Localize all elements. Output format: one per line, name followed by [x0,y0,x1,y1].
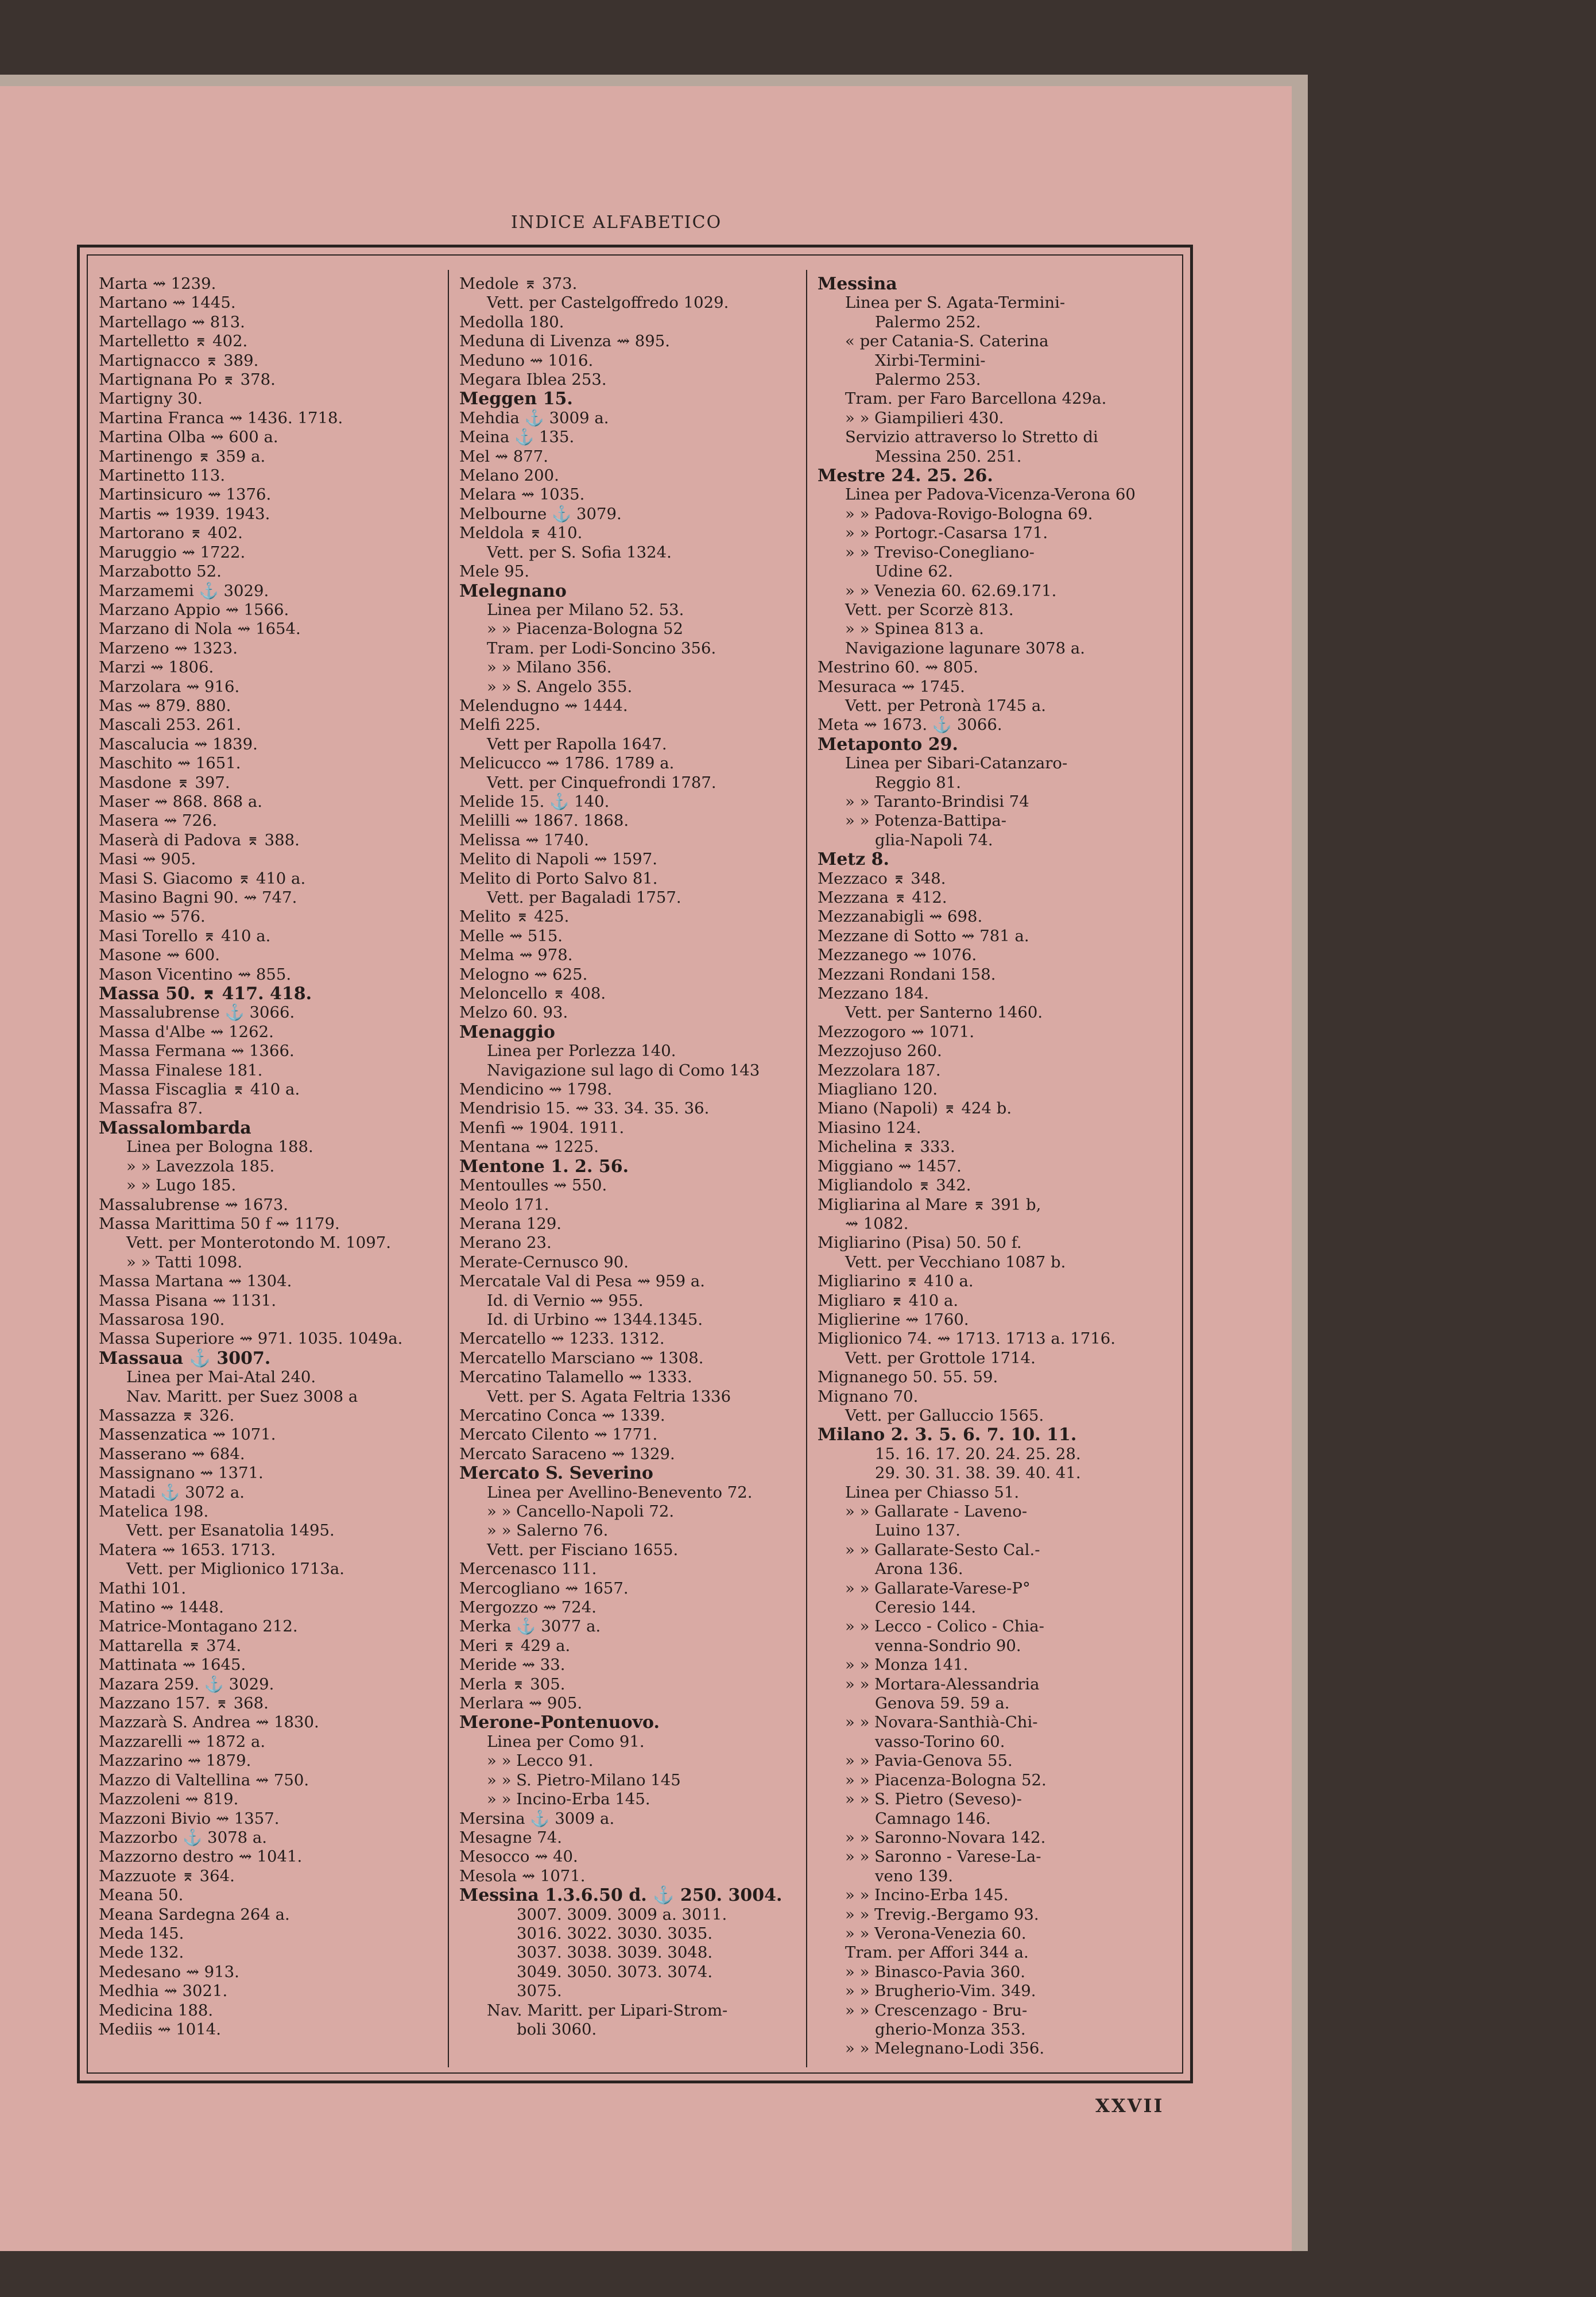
index-entry: Mesola ⇝ 1071. [459,1866,586,1885]
index-entry: Mason Vicentino ⇝ 855. [99,965,292,984]
index-entry: » » Incino-Erba 145. [487,1790,650,1809]
index-entry: Melzo 60. 93. [459,1003,568,1022]
index-column-1 [99,274,443,2039]
index-entry: Masera ⇝ 726. [99,811,218,830]
index-entry: Mesagne 74. [459,1828,563,1847]
index-entry: Marzi ⇝ 1806. [99,658,214,677]
index-entry: Martignacco ⌆ 389. [99,351,259,370]
index-entry: » » Tatti 1098. [126,1252,243,1271]
index-entry: » » Novara-Santhià-Chi- [845,1713,1038,1732]
index-entry: Vett. per Grottole 1714. [845,1348,1036,1367]
index-entry: Mercatino Talamello ⇝ 1333. [459,1368,692,1387]
index-entry: » » Lugo 185. [126,1176,237,1195]
index-entry: Masserano ⇝ 684. [99,1444,245,1463]
index-entry: Medole ⌆ 373. [459,274,578,293]
index-entry: Martinengo ⌆ 359 a. [99,447,266,466]
index-entry: Massa Fiscaglia ⌆ 410 a. [99,1080,300,1099]
index-entry: » » Brugherio-Vim. 349. [845,1982,1036,2001]
index-entry: Miglierine ⇝ 1760. [818,1310,969,1329]
index-entry: » » Gallarate-Varese-P° [845,1579,1031,1598]
index-entry: 3049. 3050. 3073. 3074. [517,1962,713,1981]
index-entry: Migliarino (Pisa) 50. 50 f. [818,1233,1022,1252]
column-divider [448,270,449,2067]
index-entry: Nav. Maritt. per Suez 3008 a [126,1387,358,1406]
index-entry: Mercatello ⇝ 1233. 1312. [459,1329,665,1348]
index-entry: Linea per Mai-Atal 240. [126,1368,316,1387]
index-entry: Vett. per Scorzè 813. [845,600,1014,619]
index-heading: Messina [818,274,897,294]
index-entry: Mercenasco 111. [459,1560,597,1579]
index-entry: Vett per Rapolla 1647. [487,734,667,753]
index-entry: Michelina ⌆ 333. [818,1138,955,1157]
index-entry: Maruggio ⇝ 1722. [99,543,246,562]
index-entry: Meride ⇝ 33. [459,1656,565,1675]
index-entry: 3016. 3022. 3030. 3035. [517,1924,713,1943]
index-entry: Palermo 252. [875,312,981,331]
index-entry: Mezzogoro ⇝ 1071. [818,1022,975,1041]
index-entry: Merano 23. [459,1233,552,1252]
index-entry: Meduna di Livenza ⇝ 895. [459,332,670,351]
index-entry: Mentoulles ⇝ 550. [459,1176,607,1195]
index-entry: Id. di Urbino ⇝ 1344.1345. [487,1310,703,1329]
index-entry: Melfi 225. [459,716,541,734]
index-entry: Mezzani Rondani 158. [818,965,996,984]
index-entry: Martina Franca ⇝ 1436. 1718. [99,408,343,427]
index-heading: Massalombarda [99,1117,251,1138]
index-entry: Martinsicuro ⇝ 1376. [99,485,272,504]
index-entry: Matino ⇝ 1448. [99,1598,224,1617]
index-entry: » » Pavia-Genova 55. [845,1751,1013,1770]
index-entry: Marzabotto 52. [99,562,222,581]
index-entry: 3037. 3038. 3039. 3048. [517,1943,713,1962]
index-entry: Linea per Milano 52. 53. [487,600,684,619]
index-entry: Mezzanego ⇝ 1076. [818,946,977,965]
index-entry: Vett. per S. Sofia 1324. [487,543,672,562]
index-entry: Medesano ⇝ 913. [99,1962,239,1981]
index-entry: » » Portogr.-Casarsa 171. [845,524,1048,543]
index-entry: Meolo 171. [459,1195,549,1214]
index-entry: Migliaro ⌆ 410 a. [818,1291,959,1310]
index-entry: Melara ⇝ 1035. [459,485,585,504]
index-entry: Martano ⇝ 1445. [99,293,236,312]
index-entry: » » Lecco - Colico - Chia- [845,1617,1044,1636]
index-entry: Vett. per Monterotondo M. 1097. [126,1233,392,1252]
index-entry: Meina ⚓ 135. [459,428,575,447]
index-entry: » » Melegnano-Lodi 356. [845,2039,1045,2058]
index-entry: Mesuraca ⇝ 1745. [818,677,965,696]
index-entry: Miggiano ⇝ 1457. [818,1157,962,1175]
index-entry: Vett. per Castelgoffredo 1029. [487,293,729,312]
index-entry: » » S. Angelo 355. [487,677,633,696]
index-entry: Mercato Saraceno ⇝ 1329. [459,1444,675,1463]
index-entry: » » Binasco-Pavia 360. [845,1962,1025,1981]
index-entry: » » Treviso-Conegliano- [845,543,1035,562]
index-entry: Linea per Avellino-Benevento 72. [487,1483,753,1502]
index-entry: Miglionico 74. ⇝ 1713. 1713 a. 1716. [818,1329,1115,1348]
index-entry: » » Saronno - Varese-La- [845,1847,1041,1866]
index-entry: Mezzaco ⌆ 348. [818,869,946,888]
index-entry: venna-Sondrio 90. [875,1636,1021,1655]
index-entry: Linea per Chiasso 51. [845,1483,1020,1502]
index-entry: Massafra 87. [99,1099,203,1118]
index-entry: Miasino 124. [818,1118,921,1137]
index-entry: Massa d'Albe ⇝ 1262. [99,1022,274,1041]
index-entry: Masio ⇝ 576. [99,907,206,926]
index-entry: Mazzoni Bivio ⇝ 1357. [99,1809,280,1828]
index-entry: Migliandolo ⌆ 342. [818,1176,971,1195]
index-entry: Massazza ⌆ 326. [99,1406,235,1425]
index-heading: Milano 2. 3. 5. 6. 7. 10. 11. [818,1425,1077,1445]
index-entry: gherio-Monza 353. [875,2020,1026,2039]
index-entry: Meldola ⌆ 410. [459,524,583,543]
index-heading: Massa 50. ⌆ 417. 418. [99,984,312,1004]
index-entry: » » Salerno 76. [487,1521,609,1540]
index-entry: Mazzorbo ⚓ 3078 a. [99,1828,267,1847]
index-entry: Masi Torello ⌆ 410 a. [99,926,271,945]
index-heading: Messina 1.3.6.50 d. ⚓ 250. 3004. [459,1885,782,1906]
index-entry: Mazzarino ⇝ 1879. [99,1751,251,1770]
index-entry: Mignanego 50. 55. 59. [818,1368,998,1387]
index-entry: Linea per S. Agata-Termini- [845,293,1066,312]
index-entry: Linea per Porlezza 140. [487,1042,676,1061]
index-entry: Migliarino ⌆ 410 a. [818,1272,974,1291]
index-entry: Marzano Appio ⇝ 1566. [99,600,289,619]
index-entry: Migliarina al Mare ⌆ 391 b, [818,1195,1041,1214]
index-entry: Miano (Napoli) ⌆ 424 b. [818,1099,1012,1118]
index-entry: » » S. Pietro-Milano 145 [487,1770,681,1789]
index-entry: Mendrisio 15. ⇝ 33. 34. 35. 36. [459,1099,710,1118]
index-entry: Meri ⌆ 429 a. [459,1636,571,1655]
index-entry: Mezzojuso 260. [818,1042,942,1061]
index-entry: Tram. per Lodi-Soncino 356. [487,639,716,658]
index-entry: » » Venezia 60. 62.69.171. [845,581,1057,600]
column-divider [806,270,807,2067]
index-entry: Melma ⇝ 978. [459,946,573,965]
index-entry: Melissa ⇝ 1740. [459,830,589,849]
index-entry: Vett. per Miglionico 1713a. [126,1560,344,1579]
index-entry: » » Saronno-Novara 142. [845,1828,1046,1847]
index-entry: Maschito ⇝ 1651. [99,754,241,773]
index-entry: Meloncello ⌆ 408. [459,984,606,1003]
index-entry: Medicina 188. [99,2001,214,2020]
index-entry: Nav. Maritt. per Lipari-Strom- [487,2001,728,2020]
index-entry: Linea per Sibari-Catanzaro- [845,754,1068,773]
index-entry: Mendicino ⇝ 1798. [459,1080,613,1099]
index-entry: Matera ⇝ 1653. 1713. [99,1540,276,1559]
index-entry: glia-Napoli 74. [875,830,993,849]
index-entry: Marzolara ⇝ 916. [99,677,240,696]
index-entry: veno 139. [875,1866,954,1885]
index-entry: Mercatello Marsciano ⇝ 1308. [459,1348,704,1367]
index-entry: Messina 250. 251. [875,447,1022,466]
index-entry: » » Padova-Rovigo-Bologna 69. [845,504,1093,523]
index-entry: Navigazione sul lago di Como 143 [487,1061,760,1080]
index-entry: 3007. 3009. 3009 a. 3011. [517,1905,727,1924]
index-entry: Mathi 101. [99,1579,187,1598]
index-entry: Massa Pisana ⇝ 1131. [99,1291,277,1310]
index-entry: Vett. per Vecchiano 1087 b. [845,1252,1066,1271]
index-entry: Mazzo di Valtellina ⇝ 750. [99,1770,309,1789]
index-entry: Melogno ⇝ 625. [459,965,588,984]
index-entry: Melito di Napoli ⇝ 1597. [459,850,657,869]
index-entry: Meda 145. [99,1924,184,1943]
index-entry: Servizio attraverso lo Stretto di [845,428,1098,447]
index-entry: Reggio 81. [875,773,962,792]
index-entry: Mesocco ⇝ 40. [459,1847,578,1866]
index-entry: Navigazione lagunare 3078 a. [845,639,1085,658]
index-entry: » » Trevig.-Bergamo 93. [845,1905,1039,1924]
index-entry: 3075. [517,1982,562,2001]
index-entry: Vett. per Petronà 1745 a. [845,696,1046,715]
index-entry: Masdone ⌆ 397. [99,773,230,792]
index-entry: Mazzorno destro ⇝ 1041. [99,1847,303,1866]
index-entry: » » Milano 356. [487,658,612,677]
index-entry: « per Catania-S. Caterina [845,332,1049,351]
index-heading: Metz 8. [818,849,889,870]
index-entry: Mehdia ⚓ 3009 a. [459,408,609,427]
index-entry: Mediis ⇝ 1014. [99,2020,221,2039]
index-entry: Mazzano 157. ⌆ 368. [99,1694,269,1713]
index-entry: Mignano 70. [818,1387,919,1406]
index-entry: Massa Finalese 181. [99,1061,263,1080]
index-entry: » » Crescenzago - Bru- [845,2001,1028,2020]
index-entry: Vett. per Santerno 1460. [845,1003,1043,1022]
index-entry: Masone ⇝ 600. [99,946,220,965]
index-entry: Merla ⌆ 305. [459,1675,565,1693]
index-entry: Melide 15. ⚓ 140. [459,792,610,811]
index-entry: Vett. per Cinquefrondi 1787. [487,773,716,792]
index-entry: Martina Olba ⇝ 600 a. [99,428,278,447]
index-entry: Marzeno ⇝ 1323. [99,639,238,658]
index-entry: Mercatino Conca ⇝ 1339. [459,1406,665,1425]
index-entry: Merate-Cernusco 90. [459,1252,629,1271]
index-entry: Mercogliano ⇝ 1657. [459,1579,629,1598]
index-entry: Camnago 146. [875,1809,991,1828]
index-entry: Medhia ⇝ 3021. [99,1982,228,2001]
index-column-3 [818,274,1179,2059]
index-entry: Vett. per Bagaladi 1757. [487,888,681,907]
index-entry: » » Mortara-Alessandria [845,1675,1040,1693]
index-entry: Medolla 180. [459,312,564,331]
index-entry: Matadi ⚓ 3072 a. [99,1483,245,1502]
index-entry: Martigny 30. [99,389,203,408]
index-entry: » » Spinea 813 a. [845,620,984,639]
index-entry: Meana Sardegna 264 a. [99,1905,290,1924]
index-entry: Masi ⇝ 905. [99,850,196,869]
index-entry: Marzano di Nola ⇝ 1654. [99,620,301,639]
index-entry: » » Incino-Erba 145. [845,1886,1009,1905]
index-entry: Luino 137. [875,1521,961,1540]
index-entry: Linea per Como 91. [487,1732,645,1751]
index-entry: Martorano ⌆ 402. [99,524,243,543]
index-heading: Metaponto 29. [818,734,958,755]
index-entry: Mersina ⚓ 3009 a. [459,1809,615,1828]
index-entry: Mas ⇝ 879. 880. [99,696,231,715]
index-column-2 [459,274,804,2039]
index-entry: Menfi ⇝ 1904. 1911. [459,1118,625,1137]
index-entry: Meta ⇝ 1673. ⚓ 3066. [818,716,1002,734]
index-heading: Meggen 15. [459,389,573,409]
index-entry: » » Giampilieri 430. [845,408,1004,427]
index-entry: Melendugno ⇝ 1444. [459,696,628,715]
index-entry: » » Potenza-Battipa- [845,811,1007,830]
page-number: XXVII [1095,2095,1164,2117]
index-heading: Merone-Pontenuovo. [459,1712,660,1733]
index-entry: Vett. per S. Agata Feltria 1336 [487,1387,731,1406]
index-entry: 15. 16. 17. 20. 24. 25. 28. [875,1444,1081,1463]
index-entry: Mel ⇝ 877. [459,447,548,466]
index-entry: Martelletto ⌆ 402. [99,332,248,351]
index-entry: Massa Marittima 50 f ⇝ 1179. [99,1214,340,1233]
index-entry: Mercato Cilento ⇝ 1771. [459,1425,658,1444]
index-entry: Miagliano 120. [818,1080,938,1099]
index-heading: Mercato S. Severino [459,1463,653,1484]
index-entry: » » Cancello-Napoli 72. [487,1502,675,1521]
index-entry: Meduno ⇝ 1016. [459,351,594,370]
index-entry: Maser ⇝ 868. 868 a. [99,792,262,811]
index-entry: Massarosa 190. [99,1310,225,1329]
index-heading: Mentone 1. 2. 56. [459,1156,629,1177]
index-heading: Menaggio [459,1022,555,1042]
index-entry: Massalubrense ⚓ 3066. [99,1003,295,1022]
index-entry: vasso-Torino 60. [875,1732,1005,1751]
index-entry: Xirbi-Termini- [875,351,986,370]
index-entry: Mede 132. [99,1943,184,1962]
index-entry: » » Lavezzola 185. [126,1157,275,1175]
index-entry: Merka ⚓ 3077 a. [459,1617,601,1636]
index-entry: Tram. per Affori 344 a. [845,1943,1029,1962]
index-entry: Vett. per Galluccio 1565. [845,1406,1044,1425]
index-entry: Mestrino 60. ⇝ 805. [818,658,979,677]
index-entry: Genova 59. 59 a. [875,1694,1010,1713]
index-entry: Mergozzo ⇝ 724. [459,1598,597,1617]
index-entry: Mezzane di Sotto ⇝ 781 a. [818,926,1029,945]
index-entry: Massa Martana ⇝ 1304. [99,1272,292,1291]
index-entry: Massa Superiore ⇝ 971. 1035. 1049a. [99,1329,403,1348]
index-entry: Mercatale Val di Pesa ⇝ 959 a. [459,1272,705,1291]
index-entry: Mazzarà S. Andrea ⇝ 1830. [99,1713,319,1732]
index-entry: Udine 62. [875,562,954,581]
index-entry: Martis ⇝ 1939. 1943. [99,504,270,523]
index-entry: Massenzatica ⇝ 1071. [99,1425,276,1444]
index-entry: Mentana ⇝ 1225. [459,1138,599,1157]
index-entry: boli 3060. [517,2020,597,2039]
index-entry: » » Lecco 91. [487,1751,594,1770]
index-entry: Marta ⇝ 1239. [99,274,216,293]
index-entry: Tram. per Faro Barcellona 429a. [845,389,1107,408]
index-entry: Melbourne ⚓ 3079. [459,504,622,523]
index-entry: » » Verona-Venezia 60. [845,1924,1026,1943]
index-entry: Melicucco ⇝ 1786. 1789 a. [459,754,675,773]
index-entry: Megara Iblea 253. [459,370,607,389]
index-entry: Vett. per Esanatolia 1495. [126,1521,335,1540]
index-entry: Mezzana ⌆ 412. [818,888,947,907]
index-entry: Mascali 253. 261. [99,716,241,734]
index-entry: Mascalucia ⇝ 1839. [99,734,258,753]
index-entry: Melito di Porto Salvo 81. [459,869,658,888]
index-entry: » » Piacenza-Bologna 52. [845,1770,1047,1789]
index-entry: Mattinata ⇝ 1645. [99,1656,246,1675]
index-entry: Merlara ⇝ 905. [459,1694,583,1713]
index-entry: » » S. Pietro (Seveso)- [845,1790,1022,1809]
index-entry: Linea per Bologna 188. [126,1138,313,1157]
index-entry: Mazara 259. ⚓ 3029. [99,1675,274,1693]
index-entry: Melilli ⇝ 1867. 1868. [459,811,629,830]
index-entry: Maserà di Padova ⌆ 388. [99,830,300,849]
index-entry: Massa Fermana ⇝ 1366. [99,1042,295,1061]
index-entry: 29. 30. 31. 38. 39. 40. 41. [875,1464,1081,1483]
index-entry: ⇝ 1082. [845,1214,909,1233]
index-entry: Massalubrense ⇝ 1673. [99,1195,289,1214]
index-entry: Matelica 198. [99,1502,209,1521]
index-entry: Vett. per Fisciano 1655. [487,1540,679,1559]
index-entry: Masino Bagni 90. ⇝ 747. [99,888,297,907]
index-entry: Mele 95. [459,562,529,581]
index-entry: Mazzoleni ⇝ 819. [99,1790,239,1809]
index-entry: Mazzuote ⌆ 364. [99,1866,235,1885]
index-entry: » » Taranto-Brindisi 74 [845,792,1029,811]
index-entry: Merana 129. [459,1214,562,1233]
index-entry: Martignana Po ⌆ 378. [99,370,276,389]
index-heading: Melegnano [459,581,567,601]
index-entry: Matrice-Montagano 212. [99,1617,298,1636]
page-header: INDICE ALFABETICO [511,212,722,233]
index-entry: Massignano ⇝ 1371. [99,1464,264,1483]
index-entry: Martellago ⇝ 813. [99,312,245,331]
index-entry: Melano 200. [459,466,559,485]
index-entry: Meana 50. [99,1886,184,1905]
index-entry: Palermo 253. [875,370,981,389]
index-entry: Linea per Padova-Vicenza-Verona 60 [845,485,1136,504]
index-entry: Martinetto 113. [99,466,226,485]
index-entry: Ceresio 144. [875,1598,977,1617]
index-entry: Mezzano 184. [818,984,929,1003]
index-heading: Massaua ⚓ 3007. [99,1348,271,1368]
index-entry: Mazzarelli ⇝ 1872 a. [99,1732,266,1751]
index-entry: Melito ⌆ 425. [459,907,570,926]
index-entry: Id. di Vernio ⇝ 955. [487,1291,644,1310]
index-entry: Mezzanabigli ⇝ 698. [818,907,983,926]
index-heading: Mestre 24. 25. 26. [818,466,993,486]
index-entry: Mattarella ⌆ 374. [99,1636,242,1655]
index-entry: Melle ⇝ 515. [459,926,563,945]
index-entry: » » Monza 141. [845,1656,969,1675]
index-entry: Marzamemi ⚓ 3029. [99,581,269,600]
index-entry: » » Gallarate - Laveno- [845,1502,1028,1521]
index-entry: Mezzolara 187. [818,1061,941,1080]
index-entry: Masi S. Giacomo ⌆ 410 a. [99,869,306,888]
index-entry: Arona 136. [875,1560,963,1579]
index-entry: » » Gallarate-Sesto Cal.- [845,1540,1040,1559]
index-entry: » » Piacenza-Bologna 52 [487,620,683,639]
